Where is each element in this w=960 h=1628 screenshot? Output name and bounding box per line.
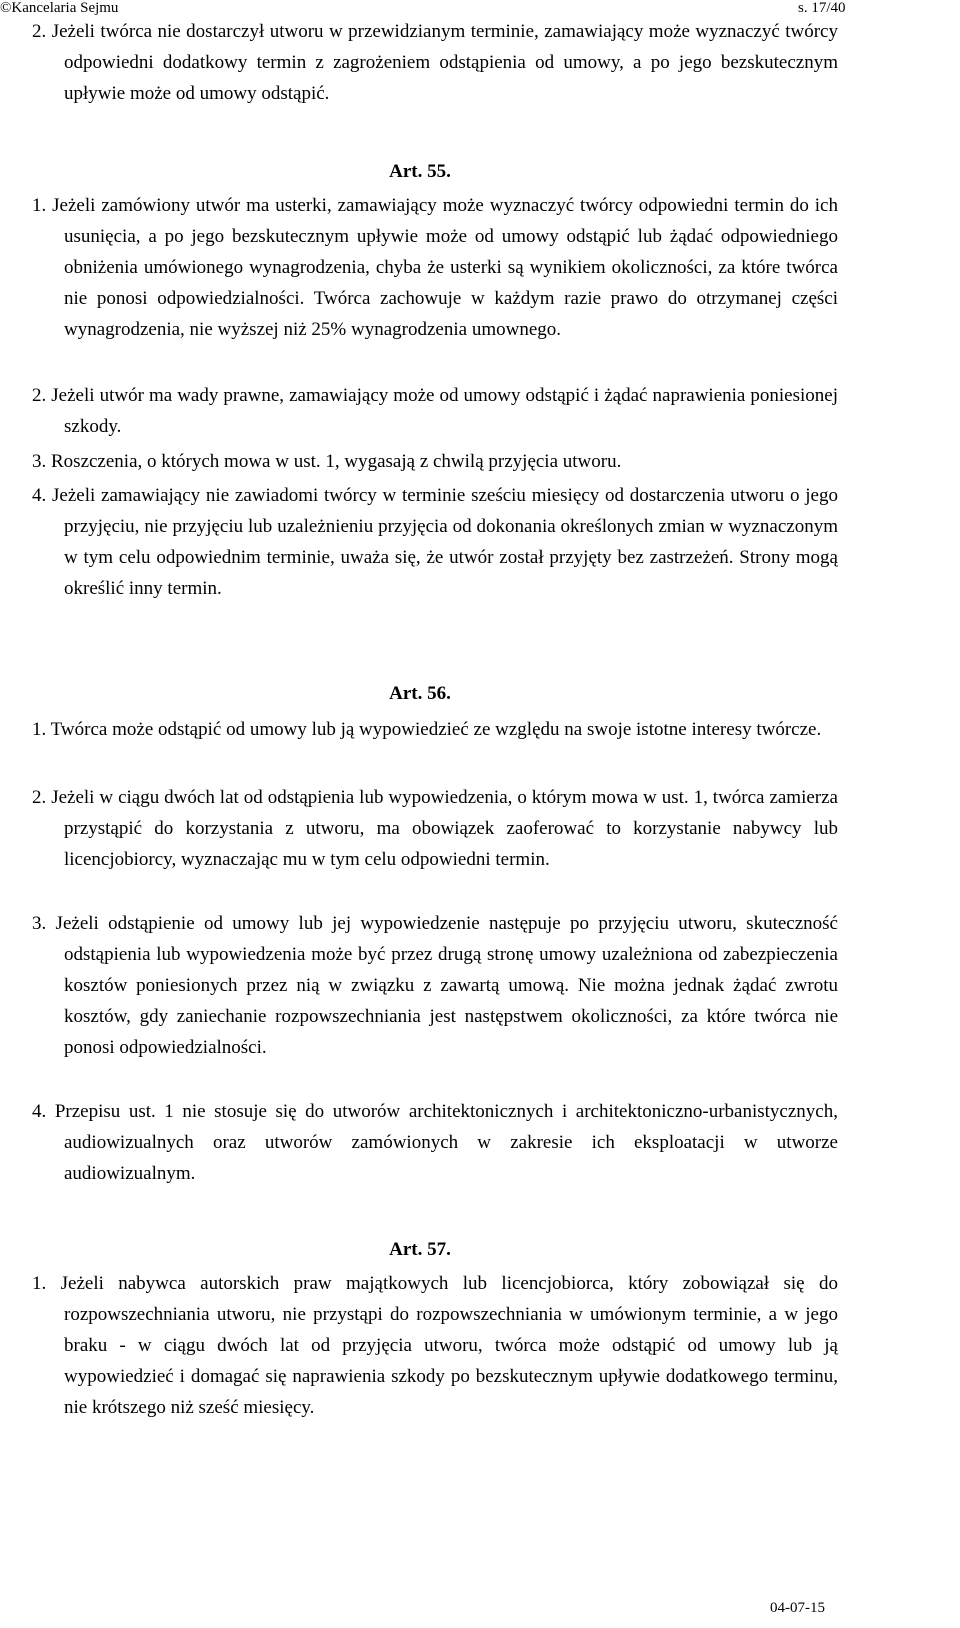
art55-paragraph-4: 4. Jeżeli zamawiający nie zawiadomi twórcy w terminie sześciu miesięcy od dostarczenia utworu o jego przyjęciu, nie przyjęciu lub uzależnieniu przyjęcia od dokonania określonych zmian w wyznaczonym w tym celu odpowiednim terminie, uważa się, że utwór został przyjęty bez zastrzeżeń. Strony mogą określić inny termin. (32, 485, 838, 599)
art56-paragraph-3: 3. Jeżeli odstąpienie od umowy lub jej wypowiedzenie następuje po przyjęciu utworu, skuteczność odstąpienia lub wypowiedzenia może być przez drugą stronę umowy uzależniona od zabezpieczenia kosztów poniesionych przez nią w związku z zawartą umową. Nie można jednak żądać zwrotu kosztów, gdy zaniechanie rozpowszechniania jest następstwem okoliczności, za które twórca nie ponosi odpowiedzialności. (32, 913, 838, 1058)
art55-paragraph-1: 1. Jeżeli zamówiony utwór ma usterki, zamawiający może wyznaczyć twórcy odpowiedni termin do ich usunięcia, a po jego bezskutecznym upływie może od umowy odstąpić lub żądać odpowiedniego obniżenia umówionego wynagrodzenia, chyba że usterki są wynikiem okoliczności, za które twórca nie ponosi odpowiedzialności. Twórca zachowuje w każdym razie prawo do otrzymanej części wynagrodzenia, nie wyższej niż 25% wynagrodzenia umownego. (32, 195, 838, 340)
article-57-heading: Art. 57. (389, 1239, 451, 1260)
footer-date: 04-07-15 (770, 1600, 825, 1616)
article-55-heading: Art. 55. (389, 161, 451, 182)
art57-paragraph-1: 1. Jeżeli nabywca autorskich praw majątkowych lub licencjobiorca, który zobowiązał się do rozpowszechniania utworu, nie przystąpi do rozpowszechniania w umówionym terminie, a w jego braku - w ciągu dwóch lat od przyjęcia utworu, twórca może odstąpić od umowy lub ją wypowiedzieć i domagać się naprawienia szkody po bezskutecznym upływie dodatkowego terminu, nie krótszego niż sześć miesięcy. (32, 1273, 838, 1418)
art55-paragraph-2: 2. Jeżeli utwór ma wady prawne, zamawiający może od umowy odstąpić i żądać naprawienia poniesionej szkody. (32, 385, 838, 437)
art54-paragraph-2: 2. Jeżeli twórca nie dostarczył utworu w przewidzianym terminie, zamawiający może wyznaczyć twórcy odpowiedni dodatkowy termin z zagrożeniem odstąpienia od umowy, a po jego bezskutecznym upływie może od umowy odstąpić. (32, 21, 838, 104)
article-56-heading: Art. 56. (389, 683, 451, 704)
header-page-number: s. 17/40 (798, 0, 846, 16)
art56-paragraph-2: 2. Jeżeli w ciągu dwóch lat od odstąpienia lub wypowiedzenia, o którym mowa w ust. 1, twórca zamierza przystąpić do korzystania z utworu, ma obowiązek zaoferować to korzystanie nabywcy lub licencjobiorcy, wyznaczając mu w tym celu odpowiedni termin. (32, 787, 838, 870)
art56-paragraph-1: 1. Twórca może odstąpić od umowy lub ją wypowiedzieć ze względu na swoje istotne interesy twórcze. (32, 719, 822, 740)
art56-paragraph-4: 4. Przepisu ust. 1 nie stosuje się do utworów architektonicznych i architektoniczno-urbanistycznych, audiowizualnych oraz utworów zamówionych w zakresie ich eksploatacji w utworze audiowizualnym. (32, 1101, 838, 1184)
art55-paragraph-3: 3. Roszczenia, o których mowa w ust. 1, wygasają z chwilą przyjęcia utworu. (32, 451, 622, 472)
header-source: ©Kancelaria Sejmu (0, 0, 119, 16)
